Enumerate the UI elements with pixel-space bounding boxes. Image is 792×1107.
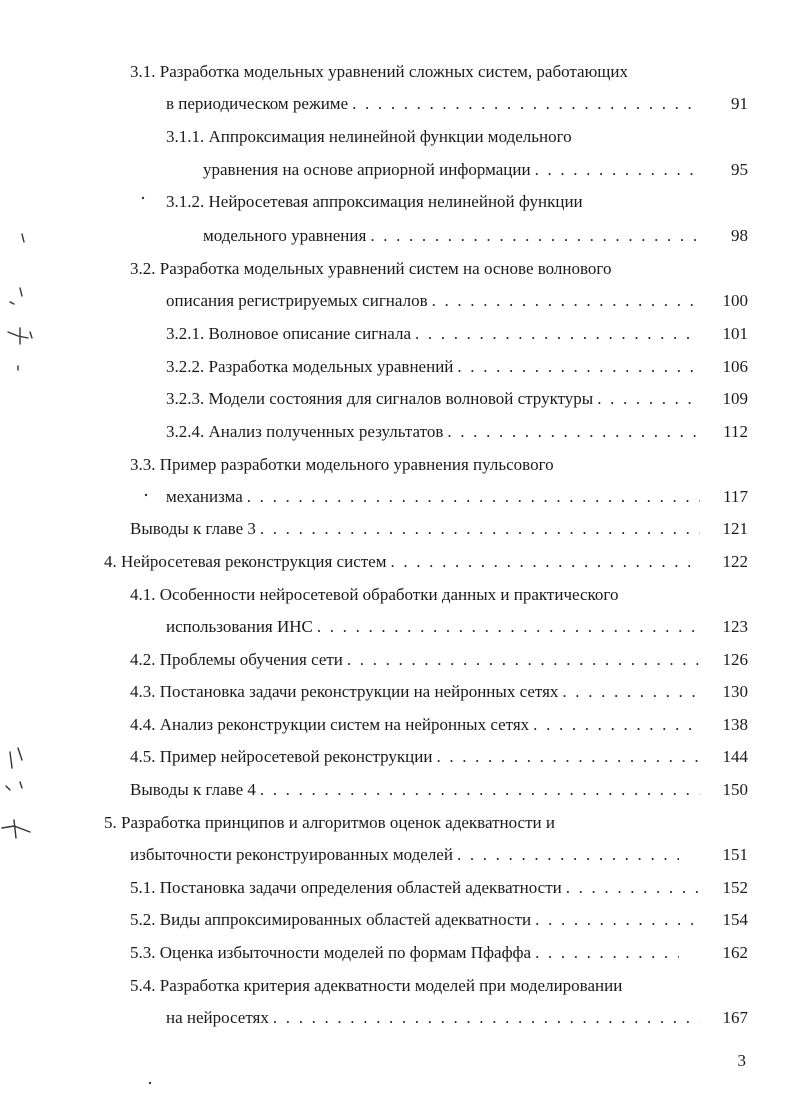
page-ref: 122 [722, 552, 748, 571]
toc-entry-3-2: 3.2. Разработка модельных уравнений систем на основе волнового [130, 259, 612, 278]
toc-entry-3-2-3: 3.2.3. Модели состояния для сигналов волновой структуры . . . [166, 388, 706, 410]
page-number: 3 [737, 1051, 746, 1070]
toc-entry-3-1: 3.1. Разработка модельных уравнений сложных систем, работающих [130, 62, 628, 81]
dot-leader [535, 159, 700, 181]
dot-leader [273, 1007, 700, 1029]
page-ref: 162 [722, 943, 748, 962]
page-ref: 121 [722, 519, 748, 538]
page-ref: 91 [731, 94, 748, 113]
dot-leader [432, 290, 700, 312]
dot-leader [562, 681, 700, 703]
toc-entry-5-cont: избыточности реконструированных моделей . . . [130, 844, 685, 866]
dot-leader [352, 93, 700, 115]
toc-entry-5-1: 5.1. Постановка задачи определения областей адекватности . . . [130, 877, 706, 899]
toc-entry-5-4-cont: на нейросетях . . . [166, 1007, 706, 1029]
toc-entry-3-2-4: 3.2.4. Анализ полученных результатов . . . [166, 421, 706, 443]
toc-entry-3-1-1-cont: уравнения на основе априорной информации . . . [203, 159, 706, 181]
page-ref: 98 [731, 226, 748, 245]
toc-entry-4-1: 4.1. Особенности нейросетевой обработки данных и практического [130, 585, 619, 604]
page-ref: 150 [722, 780, 748, 799]
toc-entry-conclusions-4: Выводы к главе 4 . . . [130, 779, 706, 801]
toc-entry-3-2-1: 3.2.1. Волновое описание сигнала . . . [166, 323, 706, 345]
page-ref: 144 [722, 747, 748, 766]
toc-entry-3-3: 3.3. Пример разработки модельного уравнения пульсового [130, 455, 554, 474]
toc-entry-3-1-cont: в периодическом режиме . . . [166, 93, 706, 115]
dot-leader [260, 518, 700, 540]
toc-entry-3-2-cont: описания регистрируемых сигналов . . . [166, 290, 706, 312]
toc-entry-3-1-2-cont: модельного уравнения . . . [203, 225, 706, 247]
scan-dot [143, 492, 149, 498]
dot-leader [457, 844, 679, 866]
scan-dot [140, 195, 146, 201]
dot-leader [535, 942, 679, 964]
scan-artifact-marks [0, 220, 50, 840]
toc-entry-5: 5. Разработка принципов и алгоритмов оценок адекватности и [104, 813, 555, 832]
page-ref: 101 [722, 324, 748, 343]
dot-leader [260, 779, 700, 801]
dot-leader [533, 714, 700, 736]
toc-entry-3-2-2: 3.2.2. Разработка модельных уравнений . . . [166, 356, 706, 378]
toc-entry-5-3: 5.3. Оценка избыточности моделей по формам Пфаффа . . . [130, 942, 685, 964]
page-ref: 130 [722, 682, 748, 701]
page-ref: 151 [722, 845, 748, 864]
toc-entry-4-3: 4.3. Постановка задачи реконструкции на нейронных сетях . . . [130, 681, 706, 703]
dot-leader [535, 909, 700, 931]
toc-entry-4-5: 4.5. Пример нейросетевой реконструкции . . . [130, 746, 706, 768]
dot-leader [447, 421, 700, 443]
toc-entry-3-1-2: 3.1.2. Нейросетевая аппроксимация нелинейной функции [166, 192, 583, 211]
page-ref: 117 [723, 487, 748, 506]
page-ref: 112 [723, 422, 748, 441]
toc-entry-4-1-cont: использования ИНС . . . [166, 616, 706, 638]
toc-entry-4-2: 4.2. Проблемы обучения сети . . . [130, 649, 706, 671]
page-ref: 95 [731, 160, 748, 179]
page-ref: 126 [722, 650, 748, 669]
dot-leader [317, 616, 700, 638]
toc-entry-conclusions-3: Выводы к главе 3 . . . [130, 518, 706, 540]
page-ref: 109 [722, 389, 748, 408]
dot-leader [566, 877, 700, 899]
toc-entry-5-4: 5.4. Разработка критерия адекватности моделей при моделировании [130, 976, 623, 995]
dot-leader [597, 388, 700, 410]
scan-dot [147, 1080, 153, 1086]
page-ref: 106 [722, 357, 748, 376]
toc-entry-4: 4. Нейросетевая реконструкция систем . . . [104, 551, 706, 573]
page-ref: 152 [722, 878, 748, 897]
page-ref: 123 [722, 617, 748, 636]
dot-leader [370, 225, 700, 247]
toc-entry-5-2: 5.2. Виды аппроксимированных областей адекватности . . . [130, 909, 706, 931]
page-ref: 167 [722, 1008, 748, 1027]
toc-entry-4-4: 4.4. Анализ реконструкции систем на нейронных сетях . . . [130, 714, 706, 736]
toc-entry-3-1-1: 3.1.1. Аппроксимация нелинейной функции модельного [166, 127, 572, 146]
page-ref: 154 [722, 910, 748, 929]
dot-leader [347, 649, 700, 671]
toc-entry-3-3-cont: механизма . . . [166, 486, 706, 508]
dot-leader [436, 746, 700, 768]
page-ref: 100 [722, 291, 748, 310]
dot-leader [415, 323, 700, 345]
dot-leader [247, 486, 700, 508]
dot-leader [390, 551, 700, 573]
page-ref: 138 [722, 715, 748, 734]
dot-leader [457, 356, 700, 378]
